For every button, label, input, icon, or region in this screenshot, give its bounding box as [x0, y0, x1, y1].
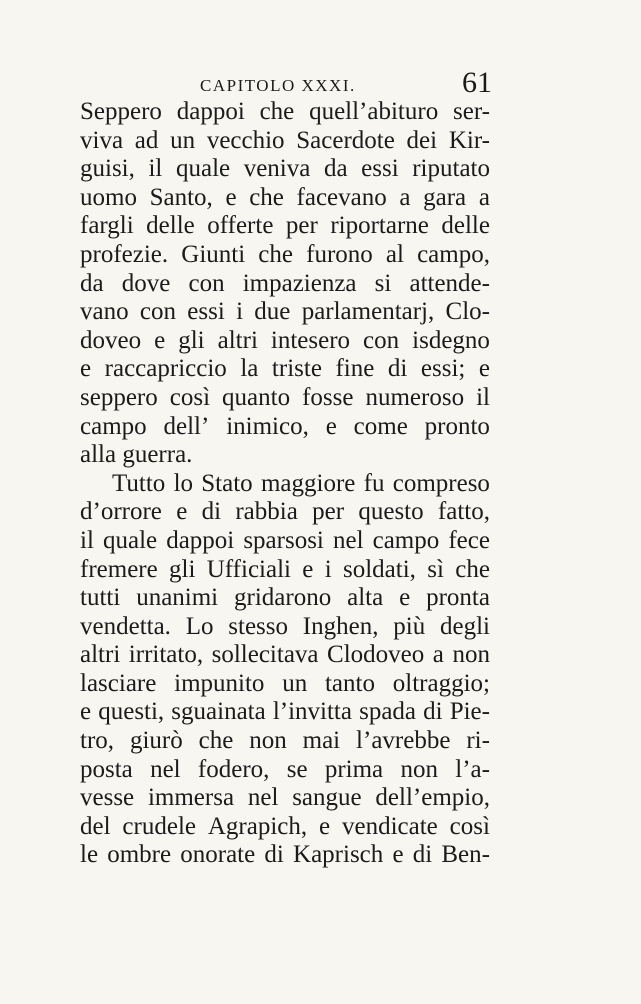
text-line: doveo e gli altri intesero con isdegno: [80, 326, 490, 354]
text-line: fremere gli Ufficiali e i soldati, sì che: [80, 555, 490, 583]
text-line: tutti unanimi gridarono alta e pronta: [80, 584, 490, 612]
page-number: 61: [462, 66, 492, 99]
text-line: profezie. Giunti che furono al campo,: [80, 240, 490, 268]
text-line: posta nel fodero, se prima non l’a-: [80, 755, 490, 783]
text-line: campo dell’ inimico, e come pronto: [80, 412, 490, 440]
page-header: [200, 66, 500, 100]
running-title: CAPITOLO XXXI.: [200, 76, 356, 95]
text-line: tro, giurò che non mai l’avrebbe ri-: [80, 727, 490, 755]
text-line: e raccapriccio la triste fine di essi; e: [80, 355, 490, 383]
body-text: [80, 98, 490, 870]
text-line: guisi, il quale veniva da essi riputato: [80, 155, 490, 183]
text-line: lasciare impunito un tanto oltraggio;: [80, 669, 490, 697]
text-line: da dove con impazienza si attende-: [80, 269, 490, 297]
text-line: vendetta. Lo stesso Inghen, più degli: [80, 612, 490, 640]
text-line: Seppero dappoi che quell’abituro ser-: [80, 98, 490, 125]
text-line: il quale dappoi sparsosi nel campo fece: [80, 526, 490, 554]
text-line: d’orrore e di rabbia per questo fatto,: [80, 498, 490, 526]
text-line: del crudele Agrapich, e vendicate così: [80, 812, 490, 840]
text-line: seppero così quanto fosse numeroso il: [80, 383, 490, 411]
text-line: Tutto lo Stato maggiore fu compreso: [112, 469, 490, 497]
text-line: altri irritato, sollecitava Clodoveo a non: [80, 641, 490, 669]
text-line: viva ad un vecchio Sacerdote dei Kir-: [80, 126, 490, 154]
text-line: le ombre onorate di Kaprisch e di Ben-: [80, 841, 490, 869]
text-line: e questi, sguainata l’invitta spada di Pie-: [80, 698, 490, 726]
text-line: uomo Santo, e che facevano a gara a: [80, 183, 490, 211]
text-line: fargli delle offerte per riportarne delle: [80, 212, 490, 240]
text-line: alla guerra.: [80, 441, 193, 469]
text-line: vesse immersa nel sangue dell’empio,: [80, 784, 490, 812]
text-line: vano con essi i due parlamentarj, Clo-: [80, 298, 490, 326]
